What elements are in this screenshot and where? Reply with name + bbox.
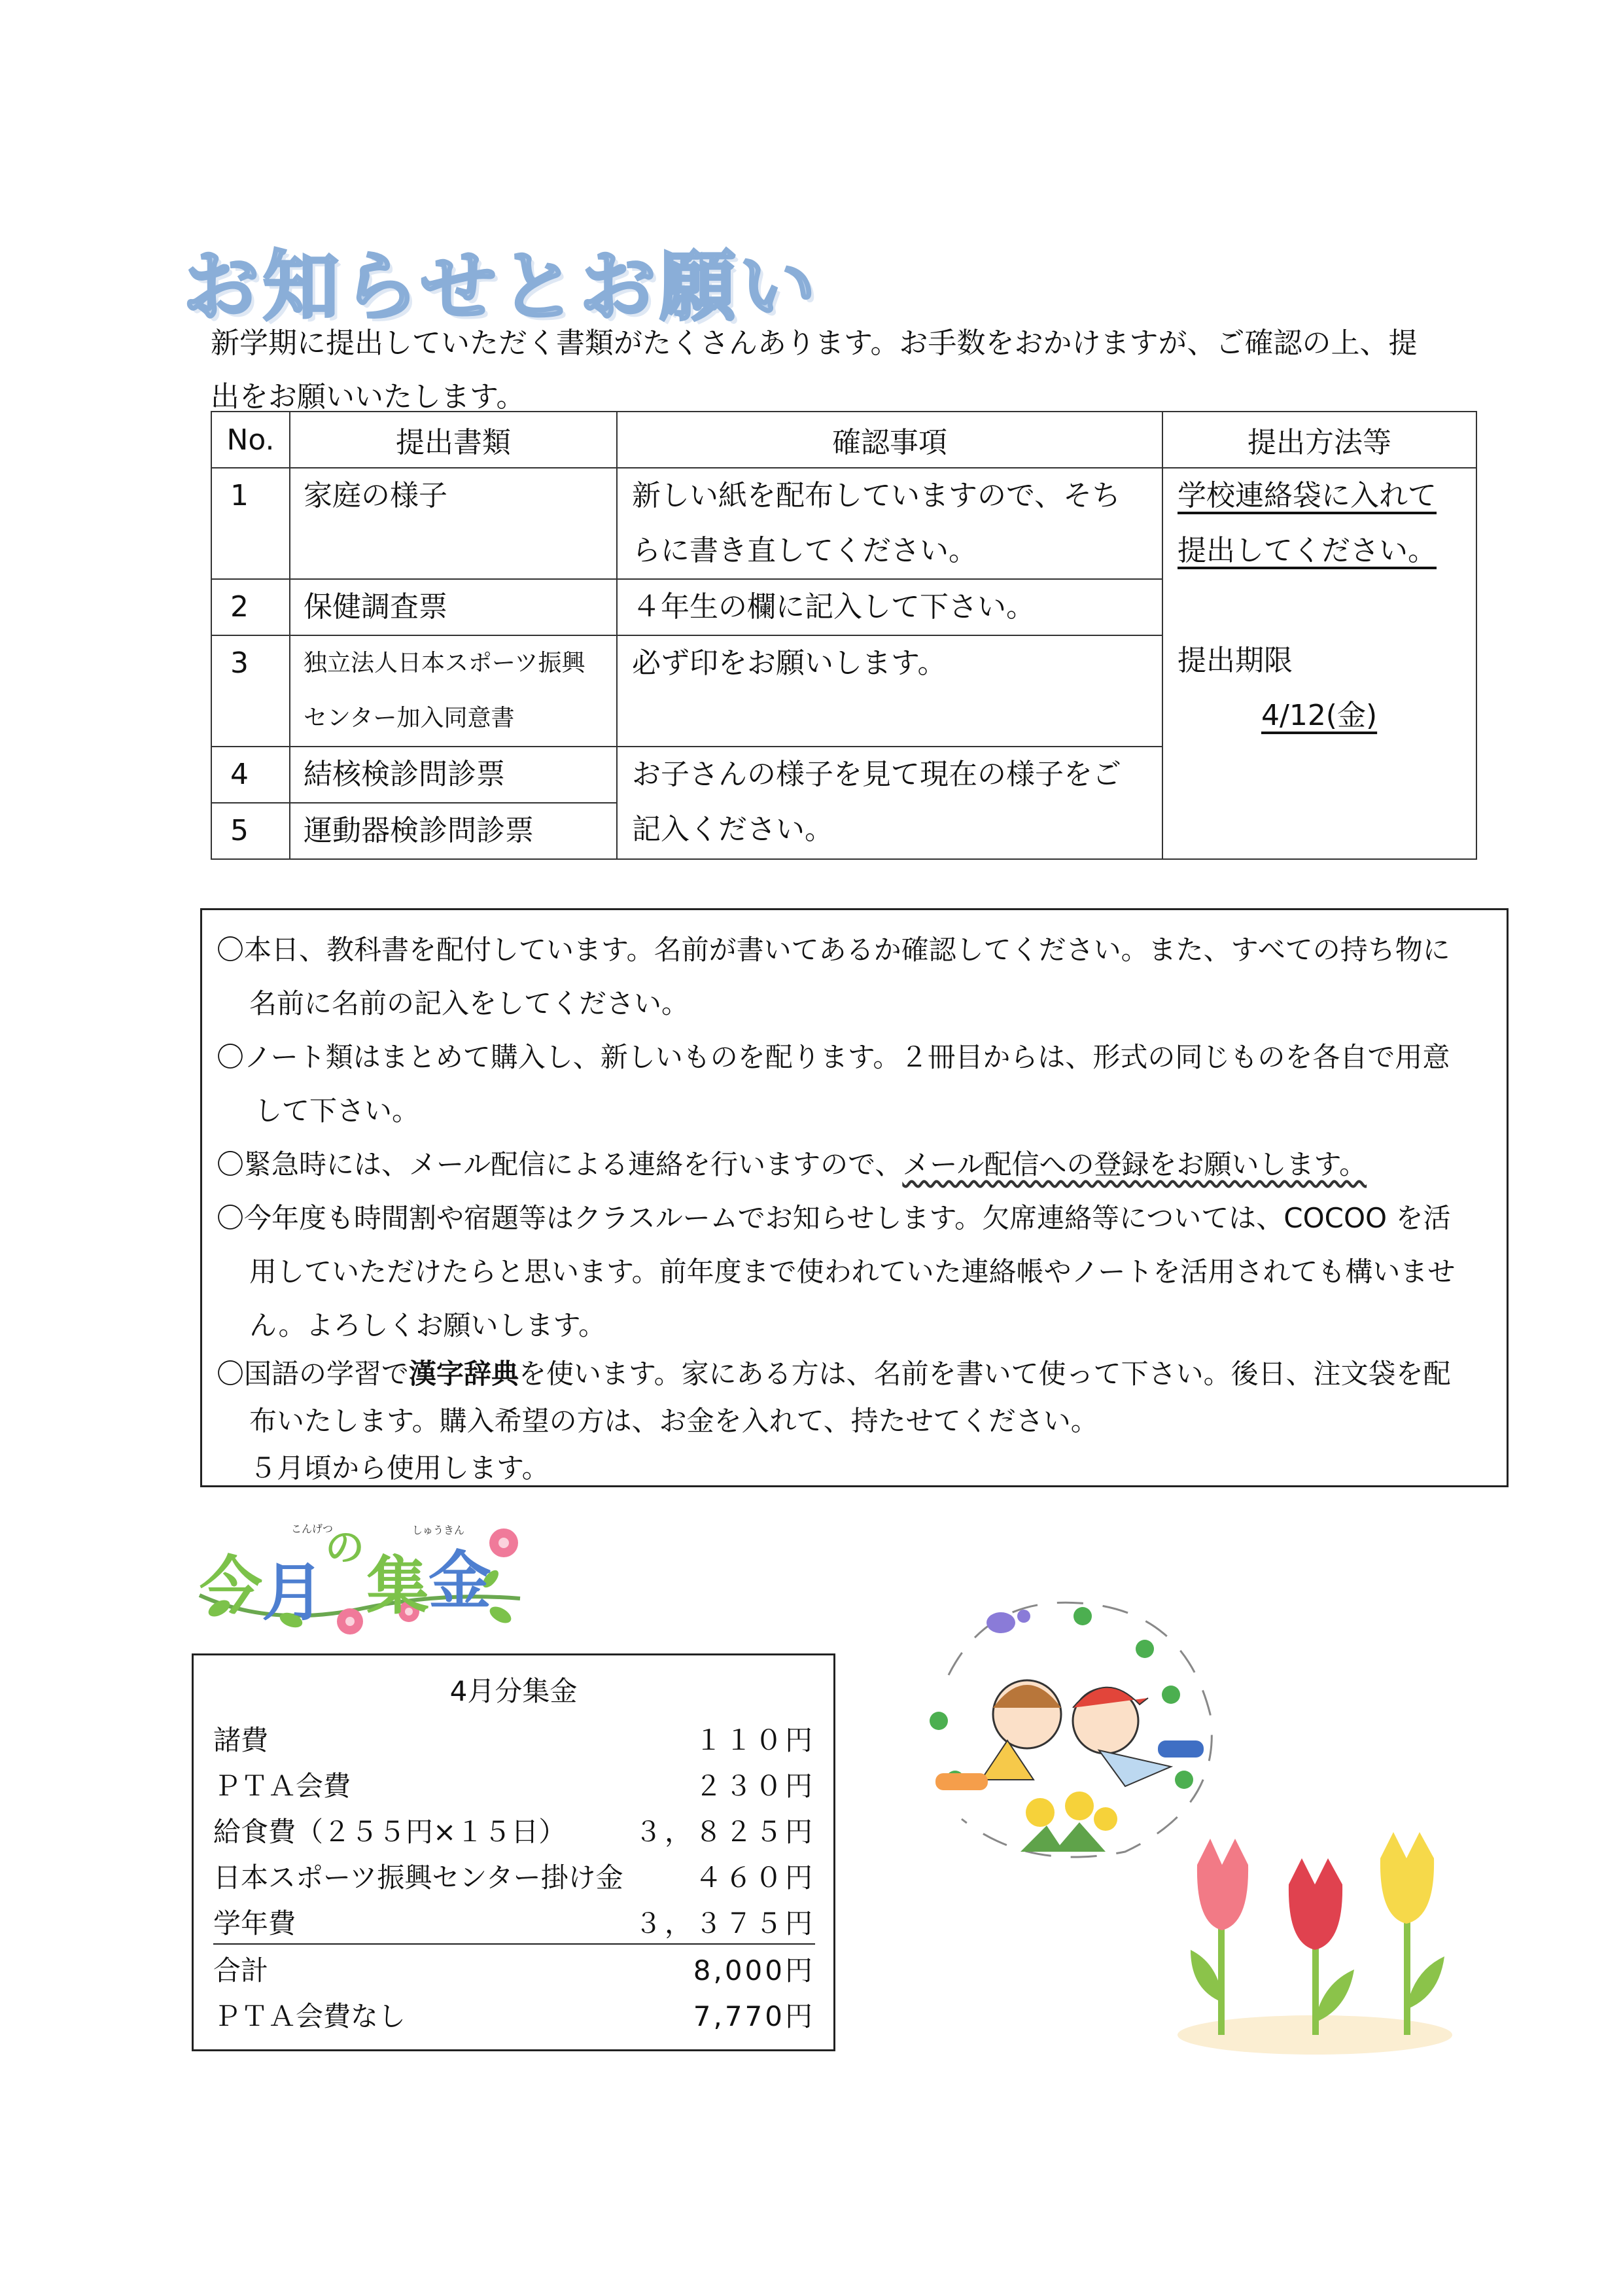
fee-box: [192, 1653, 835, 2051]
submission-table: [211, 411, 1477, 860]
intro-line-1: 新学期に提出していただく書類がたくさんあります。お手数をおかけますが、ご確認の上、提: [211, 327, 1418, 360]
fee-label: 合計: [213, 1954, 269, 1987]
heading-char-1: 今: [200, 1549, 262, 1623]
notice-5-post: を使います。家にある方は、名前を書いて使って下さい。後日、注文袋を配: [519, 1358, 1451, 1390]
notice-box: [200, 908, 1509, 1487]
deadline-date: 4/12(金): [1261, 699, 1378, 732]
row-check-line2: 記入ください。: [632, 813, 833, 846]
row-no: 3: [230, 646, 249, 680]
method-cell: [1162, 468, 1476, 859]
fee-label: 学年費: [213, 1907, 296, 1939]
fee-row: [213, 1812, 815, 1852]
fee-label: ＰＴＡ会費: [213, 1770, 351, 1802]
header-method: 提出方法等: [1162, 412, 1476, 468]
fee-amount: ３，３７５円: [634, 1907, 815, 1939]
notice-4-line3: ん。よろしくお願いします。: [249, 1309, 606, 1341]
row-check-line2: らに書き直してください。: [632, 534, 977, 567]
notice-3-emphasis: メール配信への登録をお願いします。: [902, 1148, 1367, 1180]
notice-4-line1: 〇今年度も時間割や宿題等はクラスルームでお知らせします。欠席連絡等については、COCOO を活: [217, 1202, 1451, 1234]
heading-char-3: の: [325, 1525, 364, 1571]
row-no: 2: [230, 590, 249, 624]
notice-5-bold: 漢字辞典: [409, 1358, 519, 1390]
row-check-line1: ４年生の欄に記入して下さい。: [632, 590, 1035, 624]
row-doc: 結核検診問診票: [304, 758, 505, 791]
heading-ruby-1: こんげつ: [291, 1523, 334, 1535]
fee-row: [213, 1767, 815, 1806]
fee-amount: ２３０円: [694, 1770, 815, 1802]
method-line1: 学校連絡袋に入れて: [1178, 479, 1437, 512]
heading-ruby-2: しゅうきん: [412, 1524, 465, 1536]
heading-char-4: 集: [366, 1549, 429, 1623]
header-document: 提出書類: [290, 412, 617, 468]
header-no: No.: [211, 412, 290, 468]
fee-amount: １１０円: [694, 1724, 815, 1756]
deadline-label: 提出期限: [1178, 644, 1293, 677]
method-line2: 提出してください。: [1178, 534, 1437, 567]
row-check-line1: お子さんの様子を見て現在の様子をご: [632, 758, 1121, 791]
notice-1-line1: 〇本日、教科書を配付しています。名前が書いてあるか確認してください。また、すべての持ち物に: [217, 934, 1450, 966]
notice-1-line2: 名前に名前の記入をしてください。: [249, 987, 689, 1019]
row-doc-line2: センター加入同意書: [304, 705, 515, 732]
notice-4-line2: 用していただけたらと思います。前年度まで使われていた連絡帳やノートを活用されても構いませ: [249, 1256, 1456, 1288]
page-title: お知らせとお願い: [183, 243, 820, 331]
fee-row: [213, 1858, 815, 1898]
fee-amount: ４６０円: [694, 1862, 815, 1894]
row-doc-line1: 独立法人日本スポーツ振興: [304, 650, 585, 677]
table-row: [211, 468, 1476, 579]
tulips-illustration: [1164, 1826, 1465, 2061]
heading-char-2: 月: [262, 1556, 324, 1629]
fee-row: [213, 1721, 815, 1760]
row-check-line1: 必ず印をお願いします。: [632, 646, 947, 680]
row-no: 5: [230, 814, 249, 847]
fee-title: 4月分集金: [449, 1675, 578, 1707]
notice-5-pre: 〇国語の学習で: [217, 1358, 410, 1390]
intro-line-2: 出をお願いいたします。: [211, 380, 525, 414]
collection-heading: [193, 1517, 533, 1634]
fee-total-row: [213, 1951, 815, 1990]
table-header-row: [211, 412, 1476, 468]
row-doc: 家庭の様子: [304, 479, 447, 512]
row-no: 4: [230, 758, 249, 791]
fee-label: ＰＴＡ会費なし: [213, 2000, 406, 2032]
notice-5-line2: 布いたします。購入希望の方は、お金を入れて、持たせてください。: [249, 1405, 1098, 1437]
notice-2-line1: 〇ノート類はまとめて購入し、新しいものを配ります。２冊目からは、形式の同じものを各自で用意: [217, 1041, 1450, 1073]
row-doc: 運動器検診問診票: [304, 814, 534, 847]
row-check-line1: 新しい紙を配布していますので、そち: [632, 479, 1121, 512]
fee-row: [213, 1997, 815, 2036]
notice-5-line3: ５月頃から使用します。: [249, 1452, 550, 1484]
header-check: 確認事項: [617, 412, 1162, 468]
row-doc: 保健調査票: [304, 590, 447, 624]
fee-amount: 7,770円: [693, 2000, 815, 2032]
notice-2-line2: して下さい。: [254, 1095, 420, 1127]
notice-3-text: 〇緊急時には、メール配信による連絡を行いますので、: [217, 1148, 903, 1180]
fee-label: 日本スポーツ振興センター掛け金: [213, 1862, 623, 1894]
row-no: 1: [230, 479, 249, 512]
fee-label: 給食費（２５５円×１５日）: [213, 1816, 567, 1848]
heading-char-5: 金: [428, 1544, 491, 1617]
fee-label: 諸費: [213, 1724, 269, 1756]
fee-row: [213, 1904, 815, 1945]
fee-amount: ３，８２５円: [634, 1816, 815, 1848]
fee-amount: 8,000円: [693, 1954, 815, 1987]
